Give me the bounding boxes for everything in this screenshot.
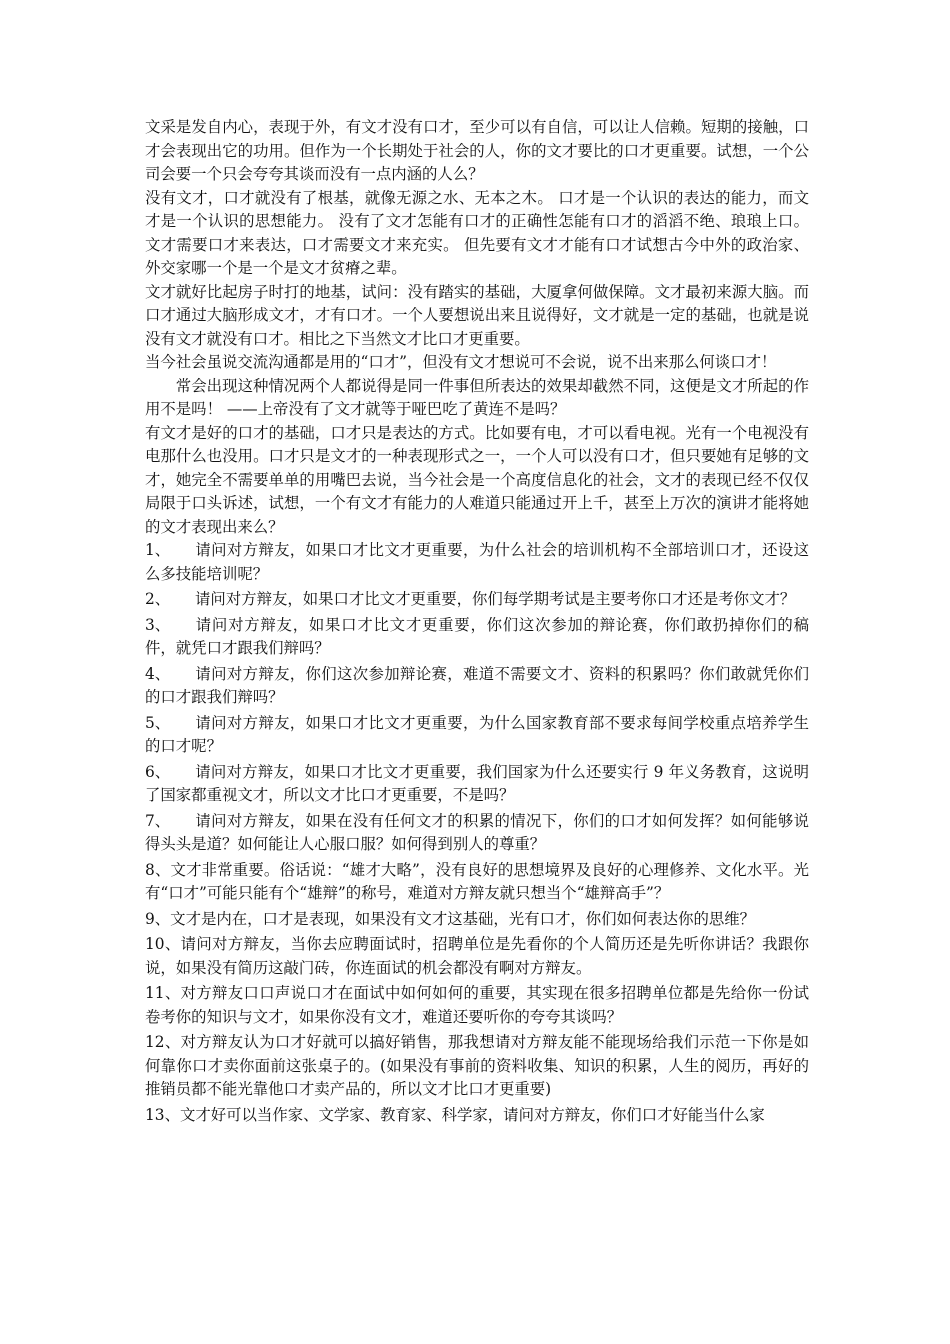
- numbered-item: 8、文才非常重要。俗话说：“雄才大略”，没有良好的思想境界及良好的心理修养、文化水平。光有“口才”可能只能有个“雄辩”的称号，难道对方辩友就只想当个“雄辩高手”？: [145, 860, 809, 902]
- question-number: 3、: [145, 615, 171, 634]
- question-item: [145, 588, 809, 612]
- question-item: [145, 539, 809, 586]
- paragraph: 文才就好比起房子时打的地基，试问：没有踏实的基础，大厦拿何做保障。文才最初来源大脑。而口才通过大脑形成文才，才有口才。一个人要想说出来且说得好，文才就是一定的基础，也就是说没有文才就没有口才。相比之下当然文才比口才更重要。: [145, 282, 809, 348]
- question-text: 请问对方辩友，如果口才比文才更重要，我们国家为什么还要实行 9 年义务教育，这说明了国家都重视文才，所以文才比口才更重要，不是吗？: [145, 762, 809, 804]
- numbered-item: 13、文才好可以当作家、文学家、教育家、科学家，请问对方辩友，你们口才好能当什么家: [145, 1105, 765, 1124]
- paragraph: 常会出现这种情况两个人都说得是同一件事但所表达的效果却截然不同，这便是文才所起的作用不是吗！ ——上帝没有了文才就等于哑巴吃了黄连不是吗？: [145, 376, 809, 418]
- question-text: 请问对方辩友，如果口才比文才更重要，你们每学期考试是主要考你口才还是考你文才？: [195, 590, 796, 608]
- paragraph: 没有文才，口才就没有了根基，就像无源之水、无本之木。 口才是一个认识的表达的能力，而文才是一个认识的思想能力。 没有了文才怎能有口才的正确性怎能有口才的滔滔不绝、琅琅上口。 文才需要口才来表达，口才需要文才来充实。 但先要有文才才能有口才试想古今中外的政治家、外交家哪一个是一个是文才贫瘠之辈。: [145, 188, 809, 277]
- question-item: [145, 712, 809, 759]
- numbered-item: 9、文才是内在，口才是表现，如果没有文才这基础，光有口才，你们如何表达你的思维？: [145, 909, 756, 928]
- question-number: 2、: [145, 590, 171, 608]
- question-number: 5、: [145, 713, 171, 732]
- question-number: 6、: [145, 762, 171, 781]
- numbered-item: 12、对方辩友认为口才好就可以搞好销售，那我想请对方辩友能不能现场给我们示范一下你是如何靠你口才卖你面前这张桌子的。(如果没有事前的资料收集、知识的积累，人生的阅历，再好的推销员都不能光靠他口才卖产品的，所以文才比口才更重要): [145, 1033, 809, 1098]
- numbered-item: 10、请问对方辩友，当你去应聘面试时，招聘单位是先看你的个人简历还是先听你讲话？我跟你说，如果没有简历这敲门砖，你连面试的机会都没有啊对方辩友。: [145, 935, 809, 977]
- question-number: 4、: [145, 664, 171, 683]
- question-text: 请问对方辩友，你们这次参加辩论赛，难道不需要文才、资料的积累吗？你们敢就凭你们的口才跟我们辩吗？: [145, 664, 809, 706]
- question-item: [145, 810, 809, 857]
- document-body: [145, 116, 809, 1129]
- question-text: 请问对方辩友，如果口才比文才更重要，为什么社会的培训机构不全部培训口才，还设这么多技能培训呢？: [145, 541, 809, 583]
- question-text: 请问对方辩友，如果口才比文才更重要，你们这次参加的辩论赛，你们敢扔掉你们的稿件，就凭口才跟我们辩吗？: [145, 615, 809, 657]
- question-text: 请问对方辩友，如果口才比文才更重要，为什么国家教育部不要求每间学校重点培养学生的口才呢？: [145, 713, 809, 755]
- question-item: [145, 614, 809, 661]
- question-item: [145, 663, 809, 710]
- question-item: [145, 761, 809, 808]
- numbered-item: 11、对方辩友口口声说口才在面试中如何如何的重要，其实现在很多招聘单位都是先给你一份试卷考你的知识与文才，如果你没有文才，难道还要听你的夸夸其谈吗？: [145, 984, 809, 1026]
- paragraph: 当今社会虽说交流沟通都是用的“口才”，但没有文才想说可不会说，说不出来那么何谈口才！: [145, 353, 777, 371]
- question-number: 7、: [145, 811, 171, 830]
- paragraph: 有文才是好的口才的基础，口才只是表达的方式。比如要有电，才可以看电视。光有一个电视没有电那什么也没用。口才只是文才的一种表现形式之一，一个人可以没有口才，但只要她有足够的文才，她完全不需要单单的用嘴巴去说，当今社会是一个高度信息化的社会，文才的表现已经不仅仅局限于口头诉述，试想，一个有文才有能力的人难道只能通过开上千，甚至上万次的演讲才能将她的文才表现出来么？: [145, 423, 809, 536]
- paragraph: 文采是发自内心，表现于外，有文才没有口才，至少可以有自信，可以让人信赖。短期的接触，口才会表现出它的功用。但作为一个长期处于社会的人，你的文才要比的口才更重要。试想，一个公司会要一个只会夸夸其谈而没有一点内涵的人么？: [145, 118, 809, 183]
- question-number: 1、: [145, 541, 171, 559]
- question-text: 请问对方辩友，如果在没有任何文才的积累的情况下，你们的口才如何发挥？如何能够说得头头是道？如何能让人心服口服？如何得到别人的尊重？: [145, 811, 809, 853]
